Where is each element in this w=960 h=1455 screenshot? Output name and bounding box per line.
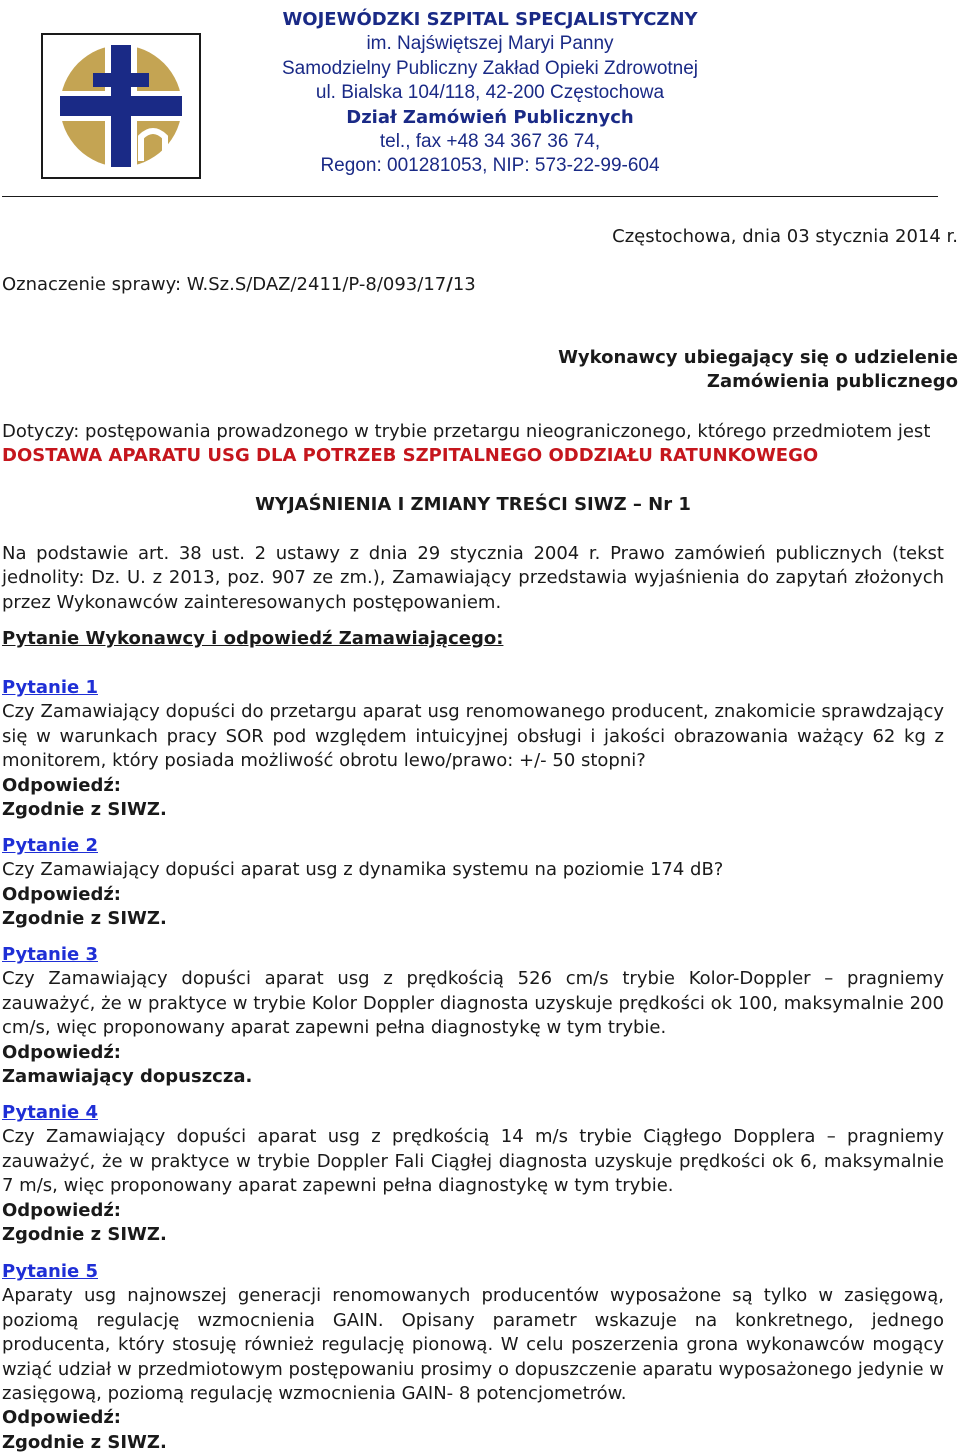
answer-text-2: Zgodnie z SIWZ. [2, 908, 167, 930]
answer-text-1: Zgodnie z SIWZ. [2, 799, 167, 821]
question-text-3: Czy Zamawiający dopuści aparat usg z prędkością 526 cm/s trybie Kolor-Doppler – pragniemy zauważyć, że w praktyce w trybie Kolor Doppler diagnosta uzyskuje prędkości ok 100, maksymalnie 200 cm/s, więc proponowany aparat zapewni pełna diagnostykę w tym trybie. [2, 968, 944, 1039]
question-block-5 [2, 1260, 944, 1455]
answer-label-4: Odpowiedź: [2, 1199, 122, 1221]
subject-title: DOSTAWA APARATU USG DLA POTRZEB SZPITALNEGO ODDZIAŁU RATUNKOWEGO [2, 445, 819, 467]
header-line-5: Dział Zamówień Publicznych [346, 106, 634, 128]
answer-label-3: Odpowiedź: [2, 1041, 122, 1063]
answer-label-2: Odpowiedź: [2, 883, 122, 905]
institution-header [230, 8, 750, 179]
question-label-2: Pytanie 2 [2, 835, 98, 856]
question-block-4 [2, 1101, 944, 1247]
case-reference-slash: / [446, 274, 453, 295]
question-block-1 [2, 676, 944, 822]
header-line-2: im. Najświętszej Maryi Panny [366, 33, 614, 55]
qa-heading [2, 627, 944, 651]
header-line-6: tel., fax +48 34 367 36 74, [379, 131, 601, 153]
question-label-5: Pytanie 5 [2, 1261, 98, 1282]
case-reference-suffix: 13 [452, 274, 476, 295]
question-text-2: Czy Zamawiający dopuści aparat usg z dynamika systemu na poziomie 174 dB? [2, 859, 724, 881]
document-title: WYJAŚNIENIA I ZMIANY TREŚCI SIWZ – Nr 1 [255, 494, 691, 515]
question-block-3 [2, 943, 944, 1089]
header-line-4: ul. Bialska 104/118, 42-200 Częstochowa [315, 82, 665, 104]
subject-block [2, 420, 944, 469]
question-text-1: Czy Zamawiający dopuści do przetargu aparat usg renomowanego producent, znakomicie sprawdzający się w warunkach pracy SOR pod względem intuicyjnej obsługi i jakości obrazowania ważący 62 kg z monitorem, który posiada możliwość obrotu lewo/prawo: +/- 50 stopni? [2, 701, 944, 772]
answer-text-4: Zgodnie z SIWZ. [2, 1224, 167, 1246]
case-reference [2, 274, 476, 295]
hospital-logo [41, 33, 201, 179]
question-text-4: Czy Zamawiający dopuści aparat usg z prędkością 14 m/s trybie Ciągłego Dopplera – pragniemy zauważyć, że w praktyce w trybie Doppler Fali Ciągłej diagnosta uzyskuje prędkości ok 6, maksymalnie 7 m/s, więc proponowany aparat zapewni pełna diagnostykę w tym trybie. [2, 1126, 944, 1197]
question-text-5: Aparaty usg najnowszej generacji renomowanych producentów wyposażone są tylko w zasięgową, poziomą regulację wzmocnienia GAIN. Opisany parametr wskazuje na konkretnego, jednego producenta, który stosuję również regulację pionową. W celu poszerzenia grona wykonawców mogący wziąć udział w przedmiotowym postępowaniu prosimy o dopuszczenie aparatu wyposażonego jedynie w zasięgową, poziomą regulację wzmocnienia GAIN- 8 potencjometrów. [2, 1285, 944, 1405]
answer-label-1: Odpowiedź: [2, 774, 122, 796]
hospital-logo-icon [41, 33, 201, 179]
header-divider [2, 196, 938, 197]
addressee-line-2: Zamówienia publicznego [706, 371, 958, 393]
question-label-3: Pytanie 3 [2, 944, 98, 965]
addressee [558, 346, 958, 395]
addressee-line-1: Wykonawcy ubiegający się o udzielenie [558, 347, 958, 368]
intro-paragraph: Na podstawie art. 38 ust. 2 ustawy z dnia 29 stycznia 2004 r. Prawo zamówień publicznych (tekst jednolity: Dz. U. z 2013, poz. 907 ze zm.), Zamawiający przedstawia wyjaśnienia do zapytań złożonych przez Wykonawców zainteresowanych postępowaniem. [2, 543, 944, 613]
question-label-4: Pytanie 4 [2, 1102, 98, 1123]
date-line: Częstochowa, dnia 03 stycznia 2014 r. [612, 226, 958, 247]
answer-text-5: Zgodnie z SIWZ. [2, 1431, 167, 1453]
header-line-3: Samodzielny Publiczny Zakład Opieki Zdrowotnej [281, 57, 699, 79]
case-reference-label: Oznaczenie sprawy: W.Sz.S/DAZ/2411/P-8/093/17 [2, 274, 447, 295]
answer-label-5: Odpowiedź: [2, 1407, 122, 1429]
header-line-7: Regon: 001281053, NIP: 573-22-99-604 [320, 155, 660, 177]
qa-heading-text: Pytanie Wykonawcy i odpowiedź Zamawiającego: [2, 628, 504, 649]
question-label-1: Pytanie 1 [2, 677, 98, 698]
question-block-2 [2, 834, 944, 932]
subject-prefix: Dotyczy: postępowania prowadzonego w trybie przetargu nieograniczonego, którego przedmiotem jest [2, 421, 931, 442]
header-line-1: WOJEWÓDZKI SZPITAL SPECJALISTYCZNY [282, 9, 698, 30]
answer-text-3: Zamawiający dopuszcza. [2, 1066, 253, 1088]
